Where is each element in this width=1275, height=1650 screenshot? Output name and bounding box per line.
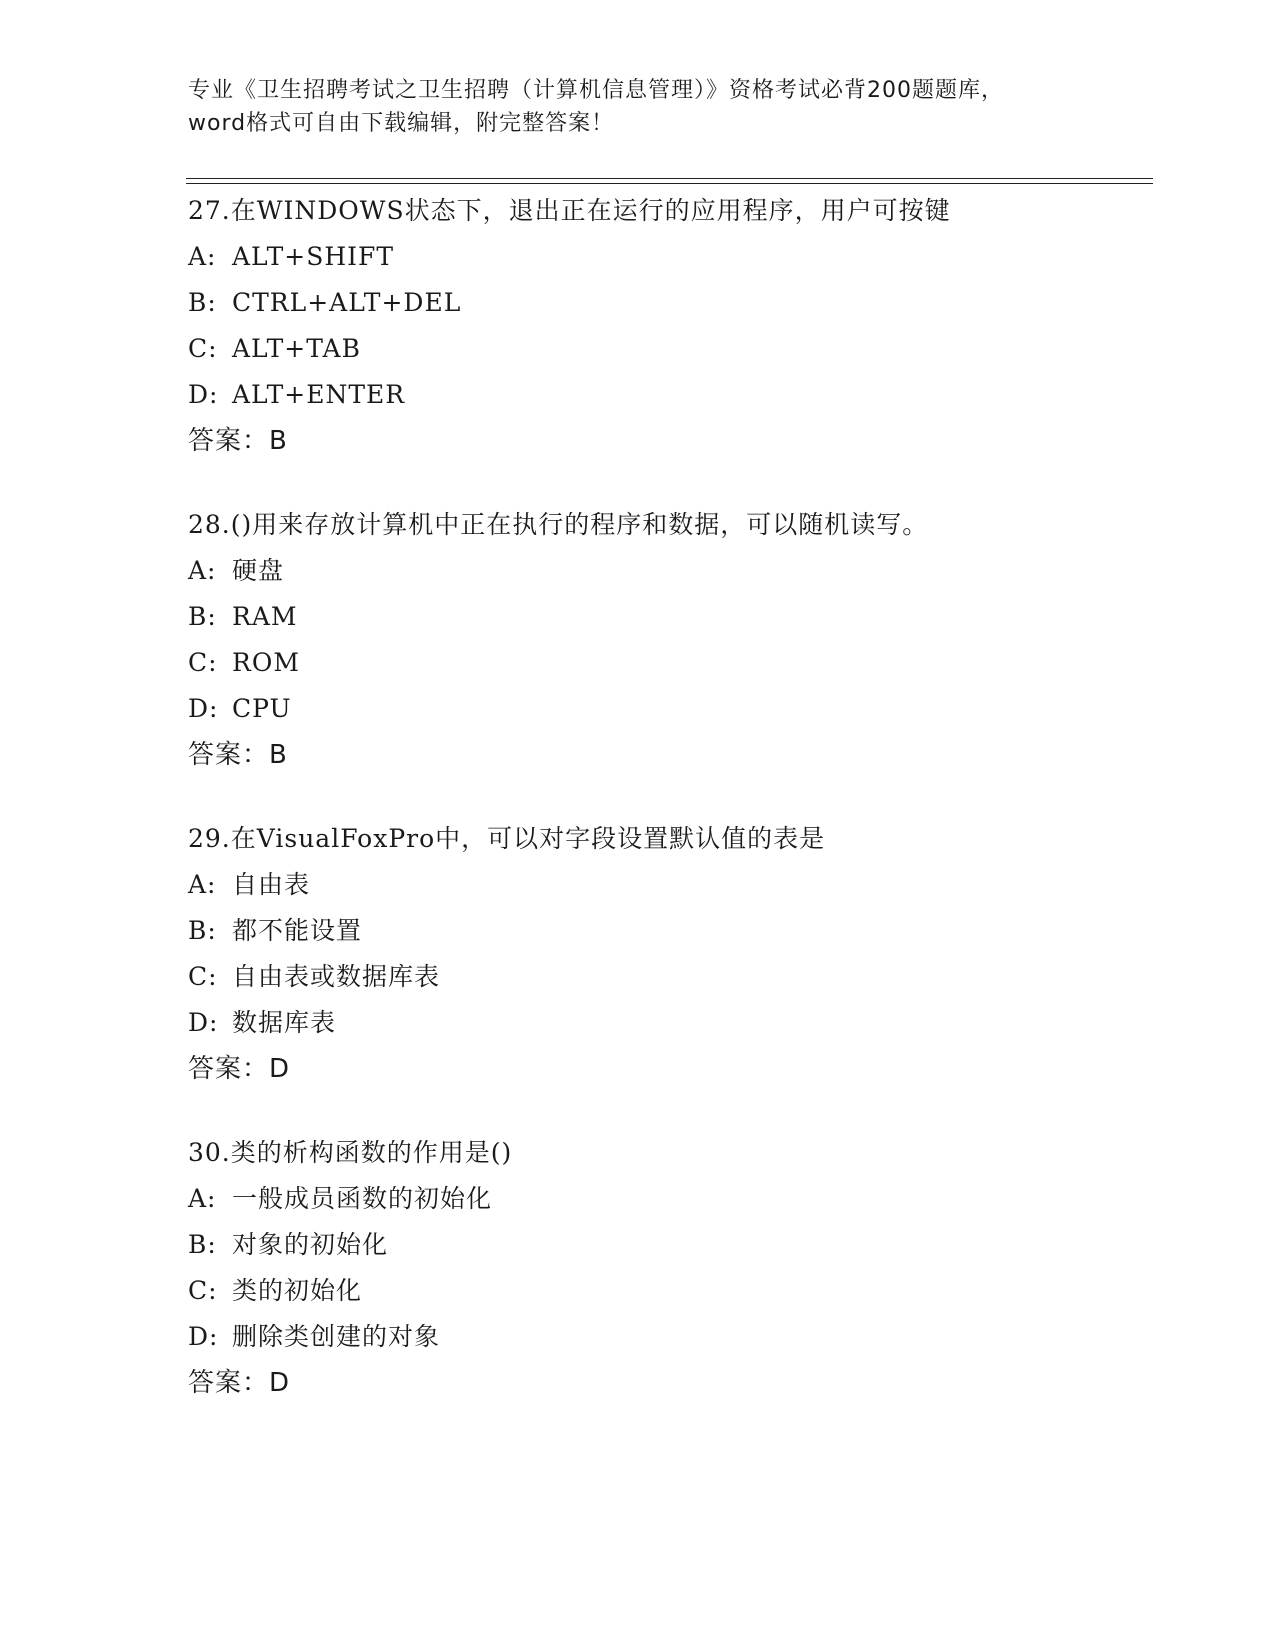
option-text: ROM [232, 648, 300, 677]
option-a [188, 548, 1148, 594]
option-c [188, 1268, 1148, 1314]
option-c [188, 640, 1148, 686]
answer-label: 答案：D [188, 1054, 291, 1084]
option-text: 数据库表 [232, 1008, 337, 1037]
option-a [188, 862, 1148, 908]
question-text: 29.在VisualFoxPro中，可以对字段设置默认值的表是 [188, 824, 826, 853]
option-letter: A: [188, 1184, 217, 1213]
option-text: ALT+ENTER [232, 380, 406, 409]
question-text: 27.在WINDOWS状态下，退出正在运行的应用程序，用户可按键 [188, 196, 951, 225]
option-text: RAM [232, 602, 298, 631]
header-line-1: 专业《卫生招聘考试之卫生招聘（计算机信息管理）》资格考试必背200题题库， [188, 78, 1004, 103]
option-text: 都不能设置 [232, 916, 363, 945]
option-text: 硬盘 [232, 556, 285, 585]
answer-label: 答案：B [188, 740, 288, 770]
option-text: ALT+SHIFT [232, 242, 395, 271]
option-text: 删除类创建的对象 [232, 1322, 441, 1351]
option-letter: B: [188, 602, 217, 631]
question-27 [188, 188, 1148, 464]
option-text: 对象的初始化 [232, 1230, 389, 1259]
option-a [188, 1176, 1148, 1222]
header-rule-top [186, 178, 1153, 179]
option-letter: D: [188, 1008, 219, 1037]
question-28 [188, 502, 1148, 778]
option-letter: B: [188, 288, 217, 317]
option-text: 类的初始化 [232, 1276, 363, 1305]
option-letter: A: [188, 556, 217, 585]
option-letter: C: [188, 334, 218, 363]
option-letter: C: [188, 962, 218, 991]
option-c [188, 326, 1148, 372]
option-letter: A: [188, 242, 217, 271]
option-text: CTRL+ALT+DEL [232, 288, 462, 317]
option-letter: D: [188, 694, 219, 723]
option-text: CPU [232, 694, 292, 723]
option-letter: C: [188, 1276, 218, 1305]
question-29 [188, 816, 1148, 1092]
question-text: 30.类的析构函数的作用是() [188, 1138, 513, 1167]
question-30 [188, 1130, 1148, 1406]
option-d [188, 1000, 1148, 1046]
option-letter: B: [188, 1230, 217, 1259]
option-letter: B: [188, 916, 217, 945]
header-rule-bottom [186, 183, 1153, 184]
option-letter: D: [188, 1322, 219, 1351]
answer-label: 答案：D [188, 1368, 291, 1398]
option-b [188, 280, 1148, 326]
question-list [188, 188, 1148, 1444]
option-d [188, 1314, 1148, 1360]
option-letter: D: [188, 380, 219, 409]
option-b [188, 594, 1148, 640]
header-line-2: word格式可自由下载编辑，附完整答案！ [188, 111, 615, 136]
option-text: ALT+TAB [232, 334, 361, 363]
option-b [188, 908, 1148, 954]
option-b [188, 1222, 1148, 1268]
option-text: 自由表 [232, 870, 311, 899]
option-c [188, 954, 1148, 1000]
option-text: 自由表或数据库表 [232, 962, 441, 991]
document-header [188, 74, 1088, 140]
answer-label: 答案：B [188, 426, 288, 456]
option-d [188, 686, 1148, 732]
question-text: 28.()用来存放计算机中正在执行的程序和数据，可以随机读写。 [188, 510, 929, 539]
option-a [188, 234, 1148, 280]
option-letter: A: [188, 870, 217, 899]
option-letter: C: [188, 648, 218, 677]
option-d [188, 372, 1148, 418]
option-text: 一般成员函数的初始化 [232, 1184, 493, 1213]
